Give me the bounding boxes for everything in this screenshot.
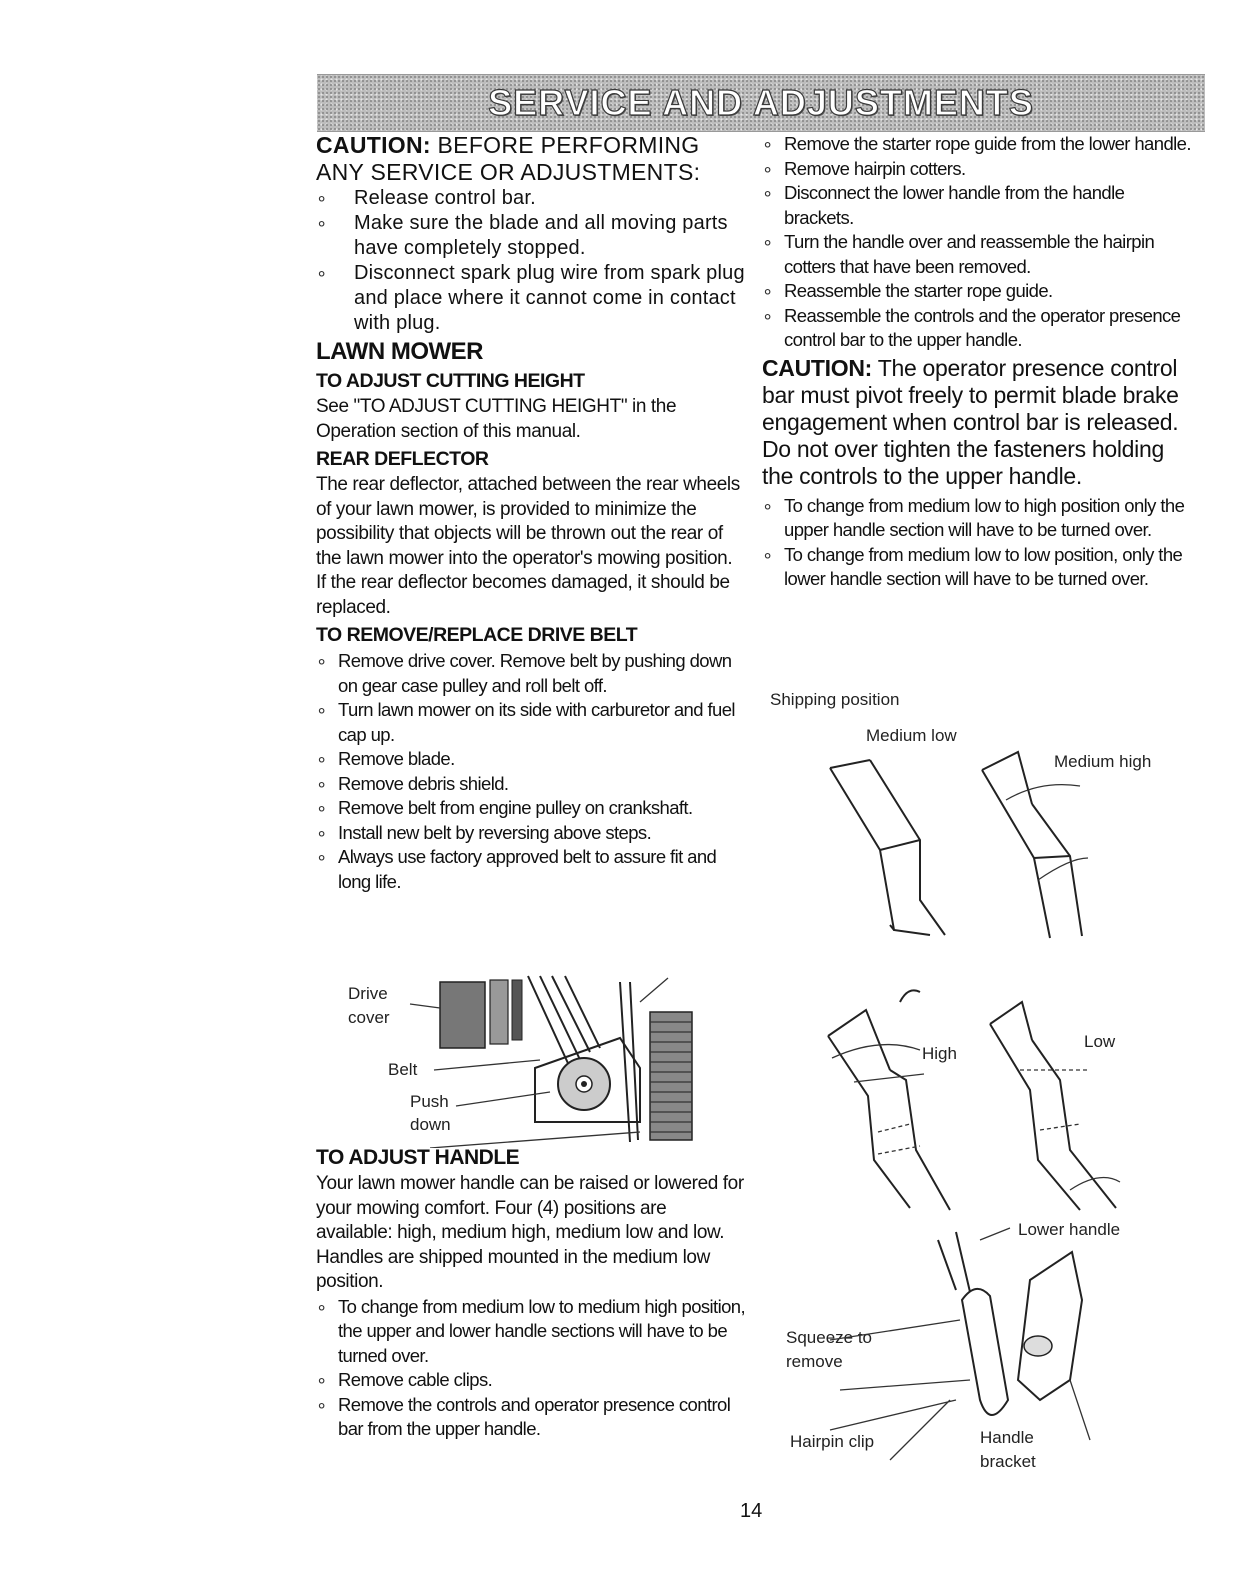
list-item: ∘ To change from medium low to low position, only the lower handle section will have to be turned over. [762, 543, 1194, 592]
handle-label: Handle [980, 1428, 1034, 1447]
caution-note [762, 355, 1194, 490]
list-item: ∘ Install new belt by reversing above steps. [316, 821, 746, 846]
list-item: ∘ Turn the handle over and reassemble the hairpin cotters that have been removed. [762, 230, 1194, 279]
list-item: ∘ Reassemble the controls and the operator presence control bar to the upper handle. [762, 304, 1194, 353]
adjust-handle-section [316, 1142, 746, 1442]
section-banner [317, 74, 1205, 132]
list-item: ∘ Remove the starter rope guide from the lower handle. [762, 132, 1194, 157]
caution-line1: BEFORE PERFORMING [437, 132, 700, 158]
hairpin-clip-label: Hairpin clip [790, 1432, 875, 1451]
caution-label: CAUTION: [316, 132, 431, 158]
belt-label: Belt [388, 1060, 418, 1079]
high-label: High [922, 1044, 957, 1063]
lawn-mower-heading: LAWN MOWER [316, 338, 483, 365]
list-item: ∘ Turn lawn mower on its side with carburetor and fuel cap up. [316, 698, 746, 747]
list-item: ∘ Disconnect spark plug wire from spark plug and place where it cannot come in contact with plug. [316, 261, 746, 336]
left-column [316, 132, 746, 894]
lower-handle-label: Lower handle [1018, 1220, 1121, 1239]
bracket-label: bracket [980, 1452, 1036, 1471]
cutting-height-heading: TO ADJUST CUTTING HEIGHT [316, 370, 585, 392]
adjust-handle-heading: TO ADJUST HANDLE [316, 1146, 520, 1169]
list-item: ∘ Always use factory approved belt to assure fit and long life. [316, 845, 746, 894]
adjust-handle-text: Your lawn mower handle can be raised or lowered for your mowing comfort. Four (4) positions are available: high, medium high, medium low and low. Handles are shipped mounted in the medium low position. [316, 1173, 744, 1292]
push-label: Push [410, 1092, 449, 1111]
list-item: ∘ Remove hairpin cotters. [762, 157, 1194, 182]
remove-label: remove [786, 1352, 843, 1371]
list-item: ∘ Remove the controls and operator presence control bar from the upper handle. [316, 1393, 746, 1442]
list-item: ∘ Remove belt from engine pulley on crankshaft. [316, 796, 746, 821]
list-item: ∘ Make sure the blade and all moving parts have completely stopped. [316, 211, 746, 261]
cover-label: cover [348, 1008, 390, 1027]
list-item: ∘ Release control bar. [316, 186, 746, 211]
list-item: ∘ Remove blade. [316, 747, 746, 772]
handle-steps-list [762, 132, 1194, 353]
list-item: ∘ To change from medium low to high position only the upper handle section will have to be turned over. [762, 494, 1194, 543]
medium-low-label: Medium low [866, 726, 957, 745]
list-item: ∘ Disconnect the lower handle from the handle brackets. [762, 181, 1194, 230]
caution-list [316, 186, 746, 336]
position-change-list [762, 494, 1194, 592]
drive-label: Drive [348, 984, 388, 1003]
wheel-shape [650, 1012, 692, 1140]
page-number: 14 [740, 1500, 763, 1522]
caution-label: CAUTION: [762, 354, 873, 381]
drive-cover-shape [440, 982, 485, 1048]
right-column [762, 132, 1194, 592]
list-item: ∘ Remove debris shield. [316, 772, 746, 797]
list-item: ∘ To change from medium low to medium high position, the upper and lower handle sections will have to be turned over. [316, 1295, 746, 1369]
caution-heading [316, 132, 746, 186]
list-item: ∘ Remove cable clips. [316, 1368, 746, 1393]
high-handle-drawing [828, 990, 950, 1210]
drive-belt-list [316, 649, 746, 894]
adjust-handle-list [316, 1295, 746, 1442]
medium-high-label: Medium high [1054, 752, 1152, 771]
low-handle-drawing [990, 1002, 1120, 1210]
list-item: ∘ Remove drive cover. Remove belt by pushing down on gear case pulley and roll belt off. [316, 649, 746, 698]
caution-text: The operator presence control bar must pivot freely to permit blade brake engagement when control bar is released. Do not over tighten the fasteners holding the controls to the upper handle. [762, 354, 1179, 489]
down-label: down [410, 1115, 451, 1134]
section-title: SERVICE AND ADJUSTMENTS [488, 82, 1034, 123]
drive-belt-heading: TO REMOVE/REPLACE DRIVE BELT [316, 624, 638, 646]
squeeze-label: Squeeze to [786, 1328, 873, 1347]
lower-handle-detail-drawing [830, 1228, 1090, 1460]
low-label: Low [1084, 1032, 1116, 1051]
list-item: ∘ Reassemble the starter rope guide. [762, 279, 1194, 304]
handle-positions-figure [770, 740, 1200, 1500]
caution-line2: ANY SERVICE OR ADJUSTMENTS: [316, 159, 701, 185]
cutting-height-text: See "TO ADJUST CUTTING HEIGHT" in the Operation section of this manual. [316, 396, 677, 442]
medium-low-handle-drawing [830, 760, 945, 935]
shipping-position-label: Shipping position [770, 690, 900, 709]
medium-high-handle-drawing [982, 752, 1088, 938]
rear-deflector-heading: REAR DEFLECTOR [316, 448, 489, 470]
rear-deflector-text: The rear deflector, attached between the rear wheels of your lawn mower, is provided to minimize the possibility that objects will be thrown out the rear of the lawn mower into the operator's mowing position. If the rear deflector becomes damaged, it should be replaced. [316, 474, 740, 618]
